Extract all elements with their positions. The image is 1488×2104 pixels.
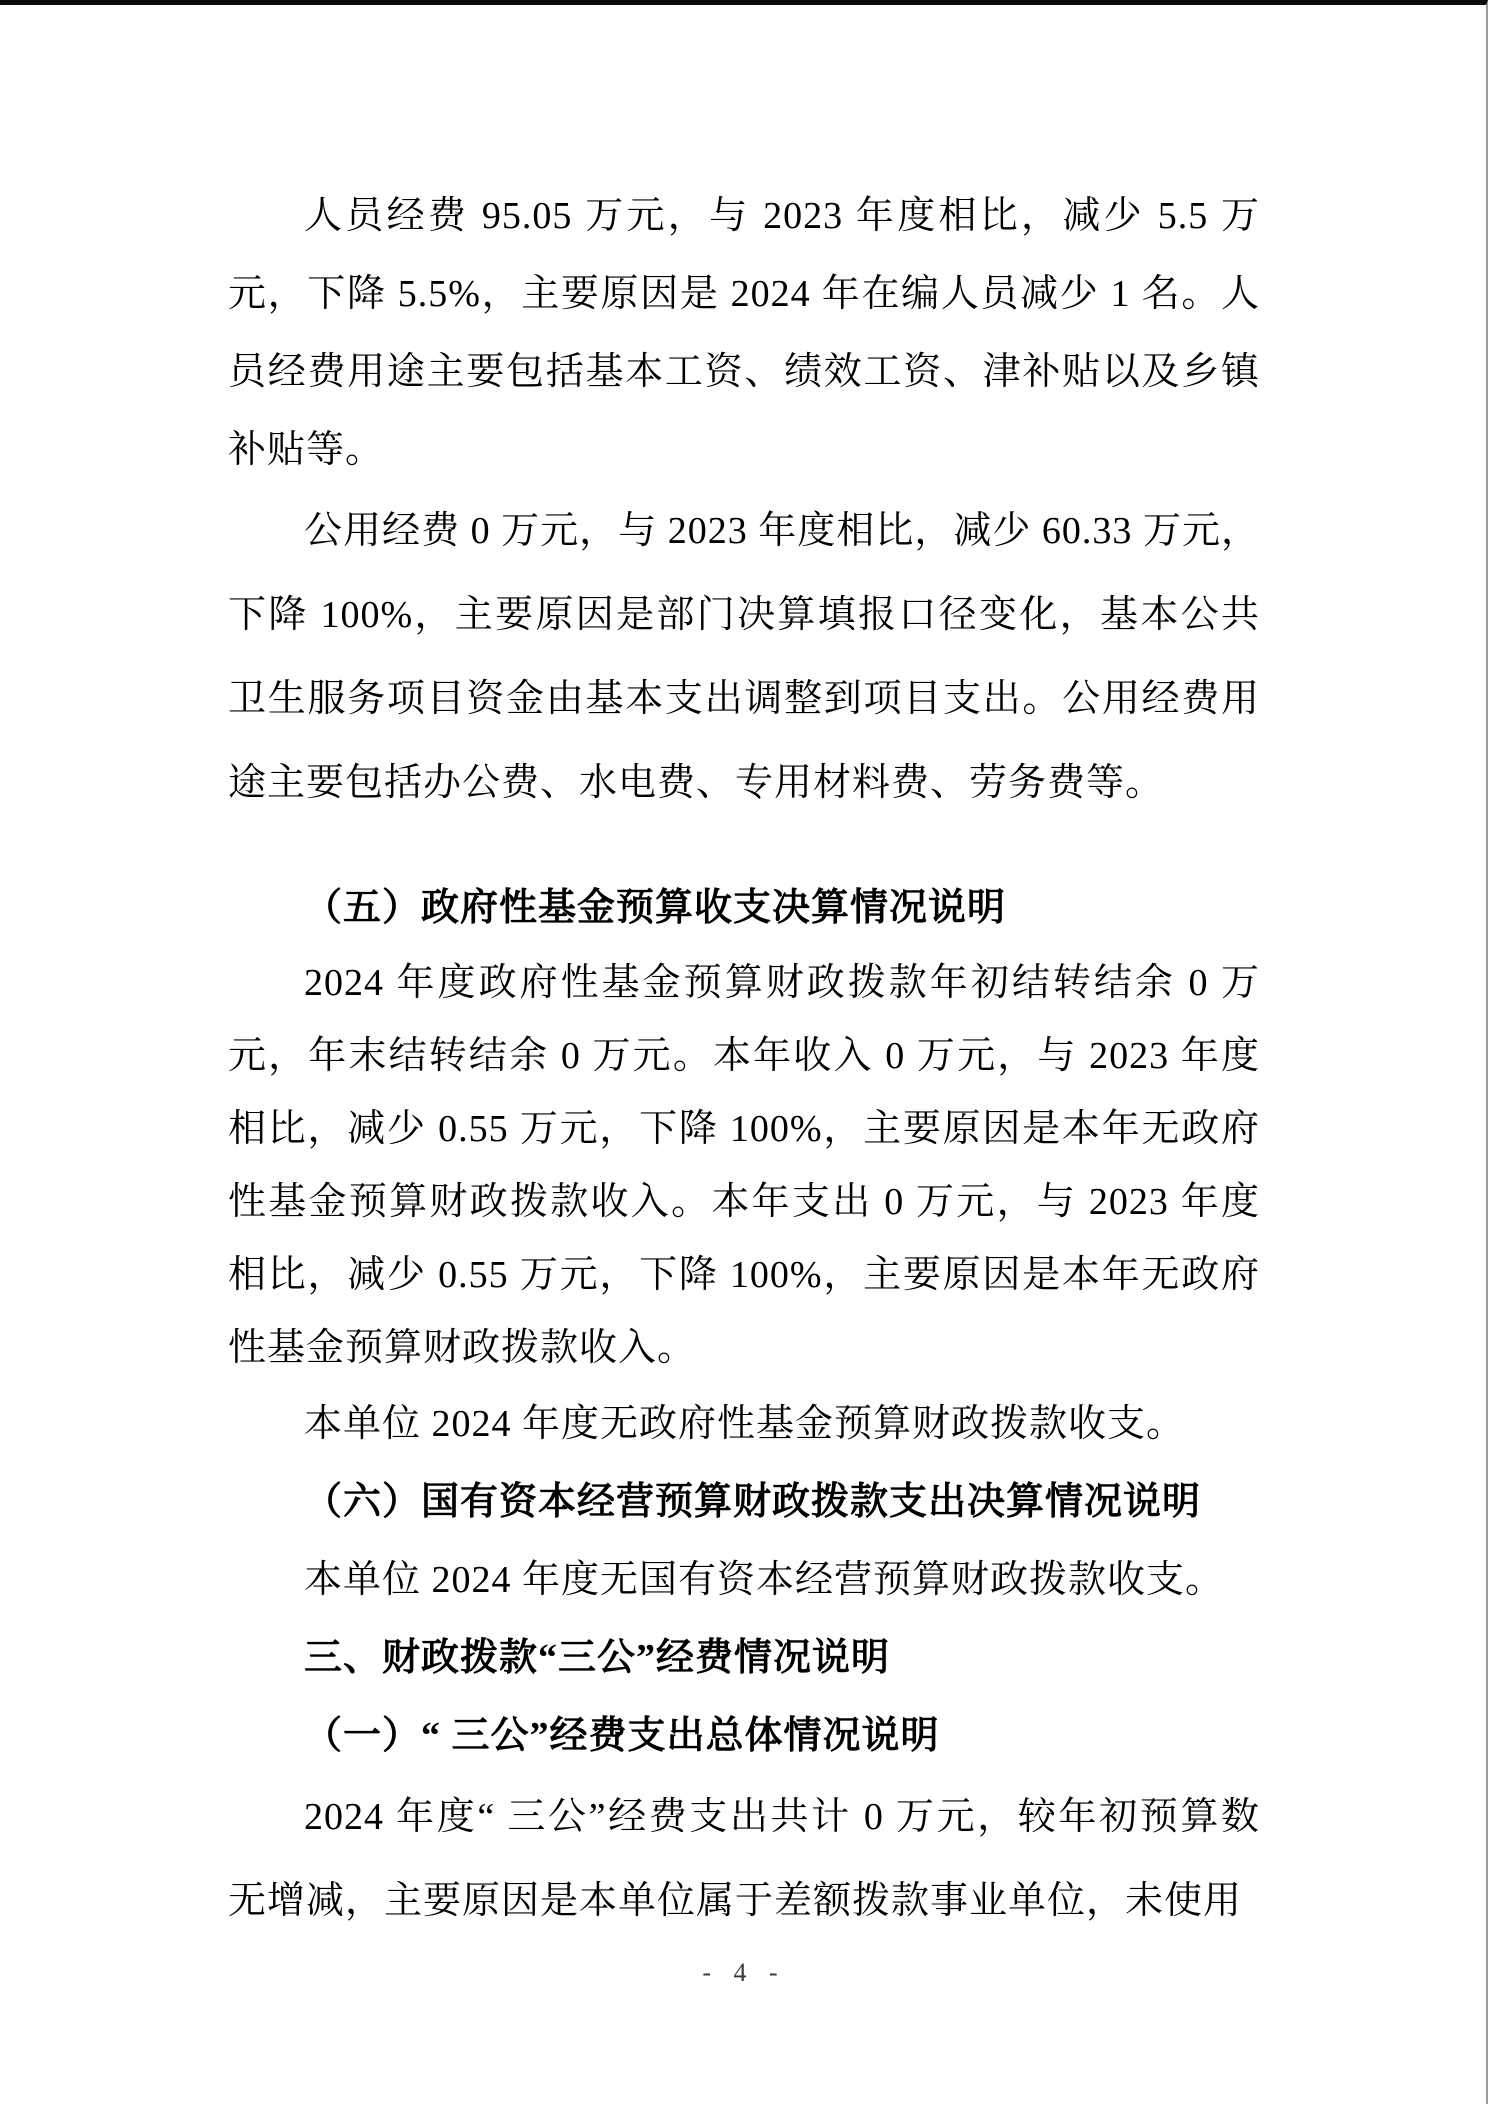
heading-subsection-1-three-public-total: （一）“ 三公”经费支出总体情况说明 [304, 1715, 940, 1757]
paragraph-no-gov-fund: 本单位 2024 年度无政府性基金预算财政拨款收支。 [304, 1403, 1186, 1445]
paragraph-no-state-capital: 本单位 2024 年度无国有资本经营预算财政拨款收支。 [304, 1559, 1225, 1601]
paragraph-gov-fund-detail: 2024 年度政府性基金预算财政拨款年初结转结余 0 万元，年末结转结余 0 万元。本年收入 0 万元，与 2023 年度相比，减少 0.55 万元，下降 100%，主要原因是本年无政府性基金预算财政拨款收入。本年支出 0 万元，与 2023 年度相比，减少 0.55 万元，下降 100%，主要原因是本年无政府性基金预算财政拨款收入。 [228, 962, 1260, 1369]
heading-section-3-three-public: 三、财政拨款“三公”经费情况说明 [304, 1637, 891, 1679]
paragraph-three-public-total: 2024 年度“ 三公”经费支出共计 0 万元，较年初预算数无增减，主要原因是本单位属于差额拨款事业单位，未使用 [228, 1796, 1260, 1922]
heading-section-5-gov-fund: （五）政府性基金预算收支决算情况说明 [304, 887, 1007, 929]
heading-section-6-state-capital: （六）国有资本经营预算财政拨款支出决算情况说明 [304, 1481, 1202, 1523]
page-footer [228, 1949, 1260, 1993]
paragraph-personnel-expense: 人员经费 95.05 万元，与 2023 年度相比，减少 5.5 万元，下降 5.5%，主要原因是 2024 年在编人员减少 1 名。人员经费用途主要包括基本工资、绩效工资、津补贴以及乡镇补贴等。 [228, 195, 1260, 471]
paragraph-public-expense: 公用经费 0 万元，与 2023 年度相比，减少 60.33 万元，下降 100%，主要原因是部门决算填报口径变化，基本公共卫生服务项目资金由基本支出调整到项目支出。公用经费用途主要包括办公费、水电费、专用材料费、劳务费等。 [228, 510, 1260, 804]
page-number: - 4 - [702, 1958, 786, 1987]
